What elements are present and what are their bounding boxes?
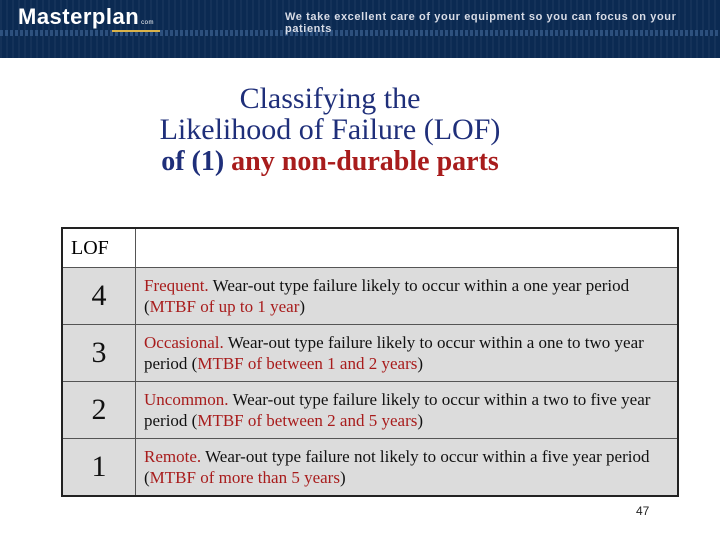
lof-level: 2 [62, 382, 136, 439]
lof-mtbf: MTBF of between 2 and 5 years [197, 411, 418, 430]
lof-level: 3 [62, 325, 136, 382]
table-row [62, 268, 678, 325]
lof-description [136, 325, 679, 382]
header-description [136, 228, 679, 268]
lof-mtbf: MTBF of up to 1 year [149, 297, 300, 316]
title-line-3 [0, 146, 660, 178]
masterplan-logo [18, 4, 154, 30]
lof-level: 4 [62, 268, 136, 325]
lof-close: ) [417, 354, 424, 373]
title-line-1: Classifying the [239, 82, 421, 115]
title-line-3-prefix: of (1) [161, 146, 232, 177]
slide-title [0, 84, 660, 178]
lof-mtbf: MTBF of between 1 and 2 years [197, 354, 418, 373]
header-banner [0, 0, 720, 58]
lof-mtbf: MTBF of more than 5 years [149, 468, 340, 487]
title-line-3-emphasis: any non-durable parts [231, 146, 499, 177]
lof-text: Wear-out type failure not likely to occur within a five year period ( [144, 447, 650, 487]
lof-text: Wear-out type failure likely to occur within a one to two year period ( [144, 333, 644, 373]
lof-description [136, 382, 679, 439]
table-row [62, 325, 678, 382]
title-line-2: Likelihood of Failure (LOF) [159, 113, 501, 146]
lof-close: ) [339, 468, 346, 487]
table-row [62, 382, 678, 439]
lof-text: Wear-out type failure likely to occur within a one year period ( [144, 276, 630, 316]
lof-name: Occasional. [144, 333, 224, 352]
header-lof: LOF [62, 228, 136, 268]
lof-close: ) [299, 297, 306, 316]
page-number: 47 [636, 504, 650, 518]
lof-text: Wear-out type failure likely to occur within a two to five year period ( [144, 390, 651, 430]
lof-description [136, 439, 679, 497]
logo-text: Masterplan [18, 4, 140, 29]
logo-tm: com [141, 20, 154, 26]
lof-name: Remote. [144, 447, 202, 466]
lof-description [136, 268, 679, 325]
lof-name: Uncommon. [144, 390, 229, 409]
lof-close: ) [417, 411, 424, 430]
table-row [62, 439, 678, 497]
lof-name: Frequent. [144, 276, 209, 295]
logo-underline [112, 30, 160, 32]
header-tagline: We take excellent care of your equipment so you can focus on your patients [285, 11, 677, 35]
table-header-row [62, 228, 678, 268]
lof-level: 1 [62, 439, 136, 497]
lof-table [61, 227, 679, 497]
